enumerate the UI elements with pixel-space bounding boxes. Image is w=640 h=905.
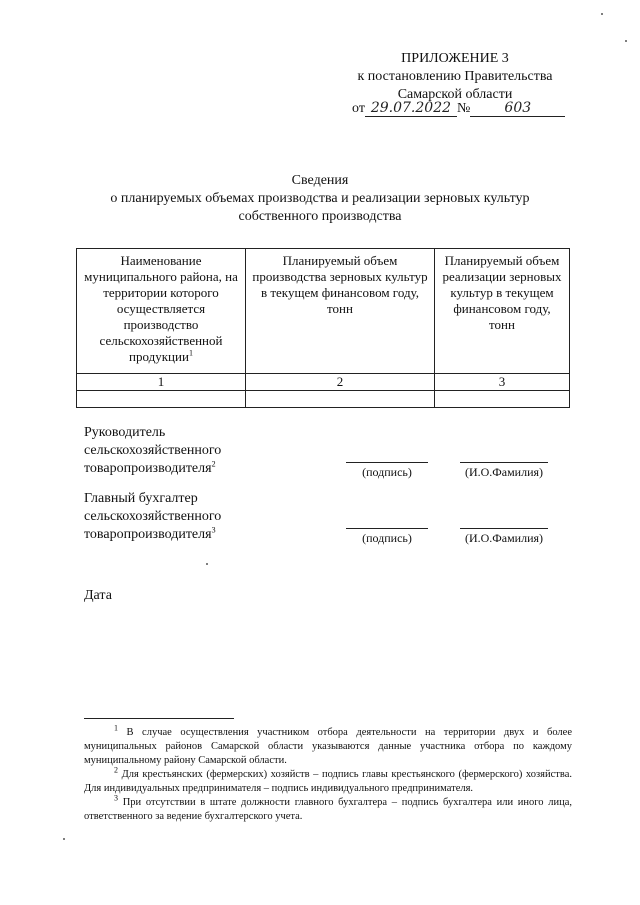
- sig-role-line: сельскохозяйственного: [84, 443, 222, 458]
- footnote-ref-2: 2: [211, 459, 216, 469]
- signature-block-accountant: [84, 490, 221, 544]
- number-prefix: №: [456, 101, 471, 116]
- table-empty-row: [77, 391, 570, 408]
- footnote-3: $^3$ При отсутствии в штате должности главного бухгалтера – подпись бухгалтера или иного лица, ответственного за ведение бухгалтерского учета.: [84, 793, 572, 822]
- name-line: [460, 462, 548, 463]
- column-number: 2: [246, 374, 435, 391]
- scan-speck: [625, 40, 627, 42]
- name-caption: (И.О.Фамилия): [464, 531, 544, 545]
- scan-speck: [63, 838, 65, 840]
- title-line-1: Сведения: [291, 173, 349, 188]
- document-title: [60, 172, 580, 226]
- signature-line: [346, 528, 428, 529]
- appendix-date-number: [352, 100, 565, 117]
- table-cell: [246, 391, 435, 408]
- signature-block-head: [84, 424, 221, 478]
- header-production: Планируемый объем производства зерновых культур в текущем финансовом году, тонн: [246, 249, 435, 374]
- column-number: 1: [77, 374, 246, 391]
- table-cell: [77, 391, 246, 408]
- signature-caption: (подпись): [362, 465, 412, 479]
- sig-role-line: товаропроизводителя$^3$: [84, 525, 216, 542]
- sig-role-line: сельскохозяйственного: [84, 509, 222, 524]
- scan-speck: [601, 13, 603, 15]
- table-number-row: [77, 374, 570, 391]
- scan-speck: [206, 563, 208, 565]
- appendix-title: ПРИЛОЖЕНИЕ 3: [401, 51, 509, 66]
- handwritten-date: 29.07.2022: [365, 100, 457, 117]
- footnote-ref-3: 3: [211, 525, 216, 535]
- appendix-line-2: Самарской области: [397, 87, 513, 102]
- header-district: Наименование муниципального района, на территории которого осуществляется производство сельскохозяйственной продукции$^1$: [77, 249, 246, 374]
- footnote-separator: [84, 718, 234, 719]
- footnotes: [84, 723, 572, 824]
- title-line-3: собственного производства: [238, 209, 402, 224]
- column-number: 3: [435, 374, 570, 391]
- footnote-1: $^1$ В случае осуществления участником отбора деятельности на территории двух и более муниципальных районов Самарской области указываются данные участника отбора по каждому муниципальному району Самарской области.: [84, 723, 572, 766]
- table-cell: [435, 391, 570, 408]
- date-label: Дата: [84, 588, 112, 603]
- signature-caption: (подпись): [362, 531, 412, 545]
- sig-role-line: товаропроизводителя$^2$: [84, 459, 216, 476]
- sig-role-line: Руководитель: [84, 425, 166, 440]
- sig-role-line: Главный бухгалтер: [84, 491, 198, 506]
- header-sales: Планируемый объем реализации зерновых культур в текущем финансовом году, тонн: [435, 249, 570, 374]
- appendix-header: [330, 50, 580, 104]
- table-header-row: [77, 249, 570, 374]
- signature-line: [346, 462, 428, 463]
- name-caption: (И.О.Фамилия): [464, 465, 544, 479]
- appendix-line-1: к постановлению Правительства: [357, 69, 553, 84]
- handwritten-number: 603: [470, 100, 565, 117]
- name-line: [460, 528, 548, 529]
- date-prefix: от: [352, 101, 365, 116]
- planned-volumes-table: [76, 248, 570, 408]
- title-line-2: о планируемых объемах производства и реализации зерновых культур: [110, 191, 530, 206]
- footnote-2: $^2$ Для крестьянских (фермерских) хозяйств – подпись главы крестьянского (фермерского) хозяйства. Для индивидуальных предпринимателя – подпись индивидуального предпринимателя.: [84, 765, 572, 794]
- footnote-ref-1: 1: [188, 348, 193, 358]
